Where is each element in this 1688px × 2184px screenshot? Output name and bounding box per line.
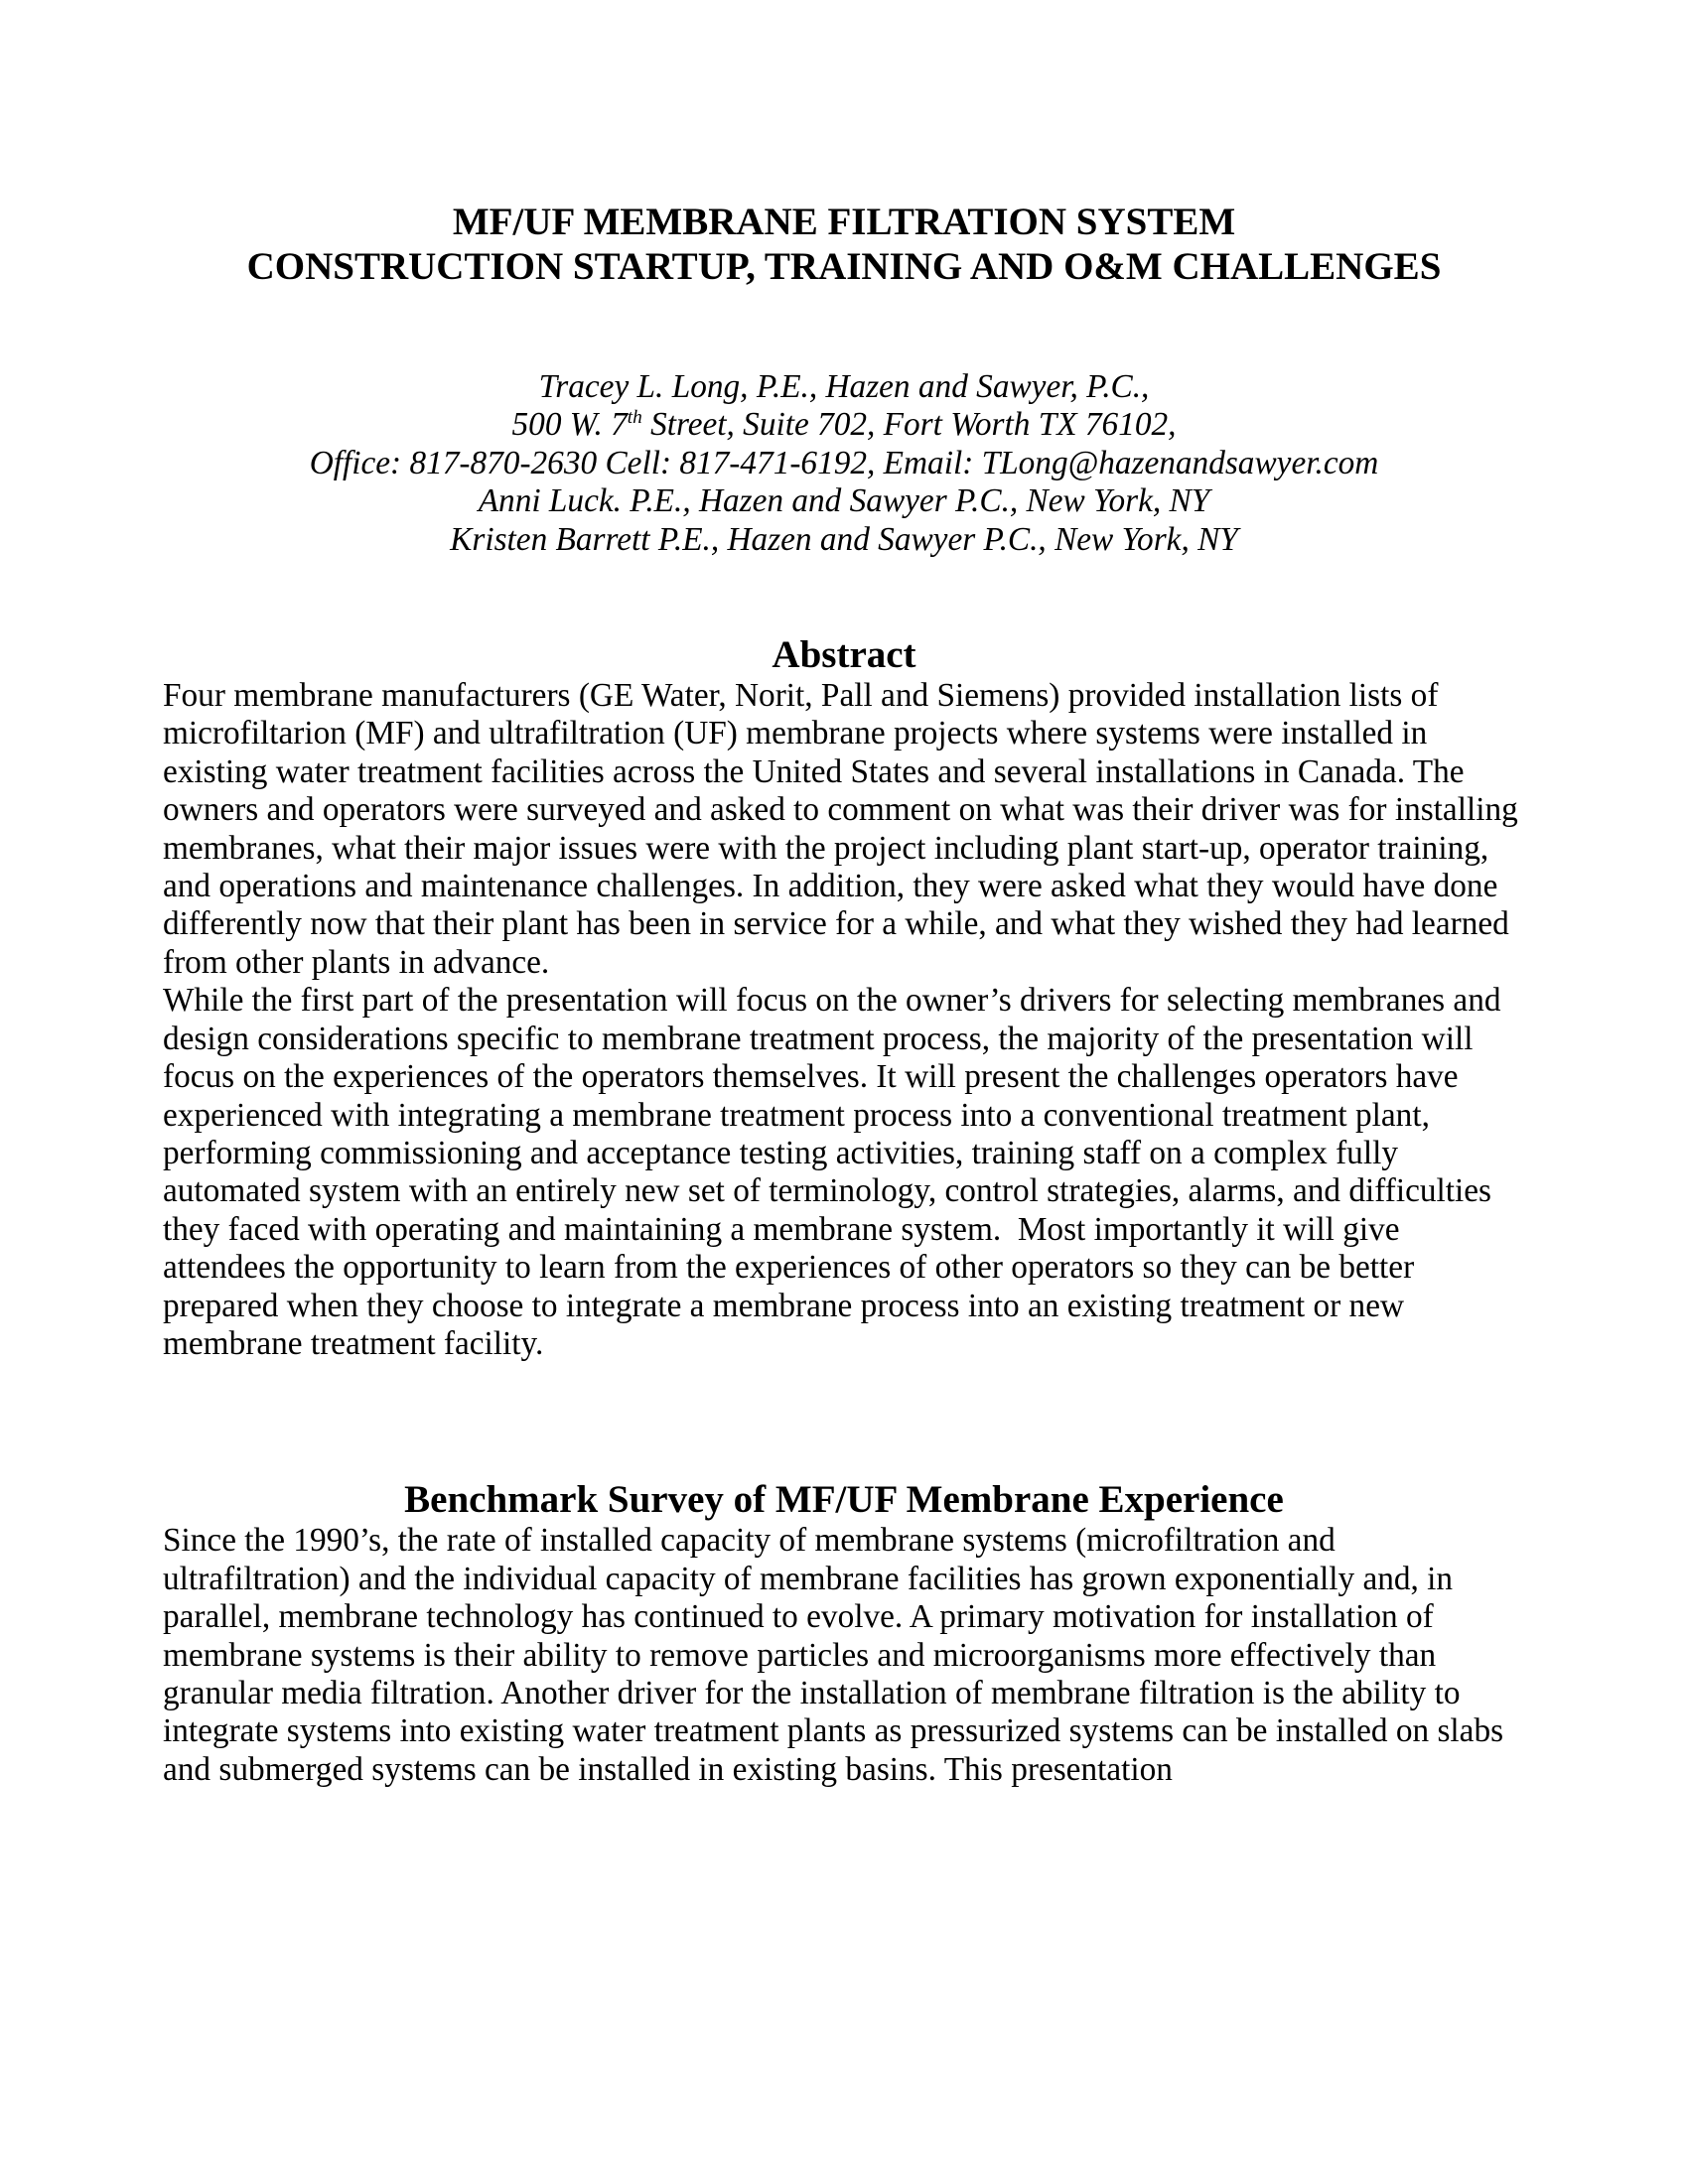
author-block (163, 368, 1525, 559)
paper-title-line1: MF/UF MEMBRANE FILTRATION SYSTEM (452, 201, 1236, 243)
abstract-paragraph-1: Four membrane manufacturers (GE Water, Norit, Pall and Siemens) provided installation lists of microfiltarion (MF) and ultrafiltration (UF) membrane projects where systems were installed in existing water treatment facilities across the United States and several installations in Canada. The owners and operators were surveyed and asked to comment on what was their driver was for installing membranes, what their major issues were with the project including plant start-up, operator training, and operations and maintenance challenges. In addition, they were asked what they would have done differently now that their plant has been in service for a while, and what they wished they had learned from other plants in advance. (163, 677, 1527, 981)
author-line-third: Kristen Barrett P.E., Hazen and Sawyer P.C., New York, NY (450, 520, 1238, 558)
paper-title-line2: CONSTRUCTION STARTUP, TRAINING AND O&M CHALLENGES (246, 245, 1442, 288)
address-street-suffix: Street, Suite 702, Fort Worth TX 76102, (641, 406, 1177, 444)
address-street-prefix: 500 W. 7 (511, 406, 628, 444)
author-line-primary: Tracey L. Long, P.E., Hazen and Sawyer, P.C., (538, 368, 1150, 405)
author-address-line (163, 406, 1525, 444)
author-line-second: Anni Luck. P.E., Hazen and Sawyer P.C., New York, NY (478, 482, 1210, 520)
abstract-heading: Abstract (772, 633, 916, 677)
benchmark-section-heading: Benchmark Survey of MF/UF Membrane Experience (404, 1478, 1284, 1522)
paper-title (163, 200, 1525, 289)
abstract-paragraph-2: While the first part of the presentation will focus on the owner’s drivers for selecting membranes and design considerations specific to membrane treatment process, the majority of the presentation will focus on the experiences of the operators themselves. It will present the challenges operators have experienced with integrating a membrane treatment process into a conventional treatment plant, performing commissioning and acceptance testing activities, training staff on a complex fully automated system with an entirely new set of terminology, control strategies, alarms, and difficulties they faced with operating and maintaining a membrane system. Most importantly it will give attendees the opportunity to learn from the experiences of other operators so they can be better prepared when they choose to integrate a membrane process into an existing treatment or new membrane treatment facility. (163, 982, 1509, 1362)
ordinal-superscript: th (627, 407, 642, 429)
author-contact-line: Office: 817-870-2630 Cell: 817-471-6192, Email: TLong@hazenandsawyer.com (309, 444, 1379, 481)
benchmark-paragraph-1: Since the 1990’s, the rate of installed capacity of membrane systems (microfiltration and ultrafiltration) and the individual capacity of membrane facilities has grown exponentially and, in parallel, membrane technology has continued to evolve. A primary motivation for installation of membrane systems is their ability to remove particles and microorganisms more effectively than granular media filtration. Another driver for the installation of membrane filtration is the ability to integrate systems into existing water treatment plants as pressurized systems can be installed on slabs and submerged systems can be installed in existing basins. This presentation (163, 1522, 1512, 1788)
